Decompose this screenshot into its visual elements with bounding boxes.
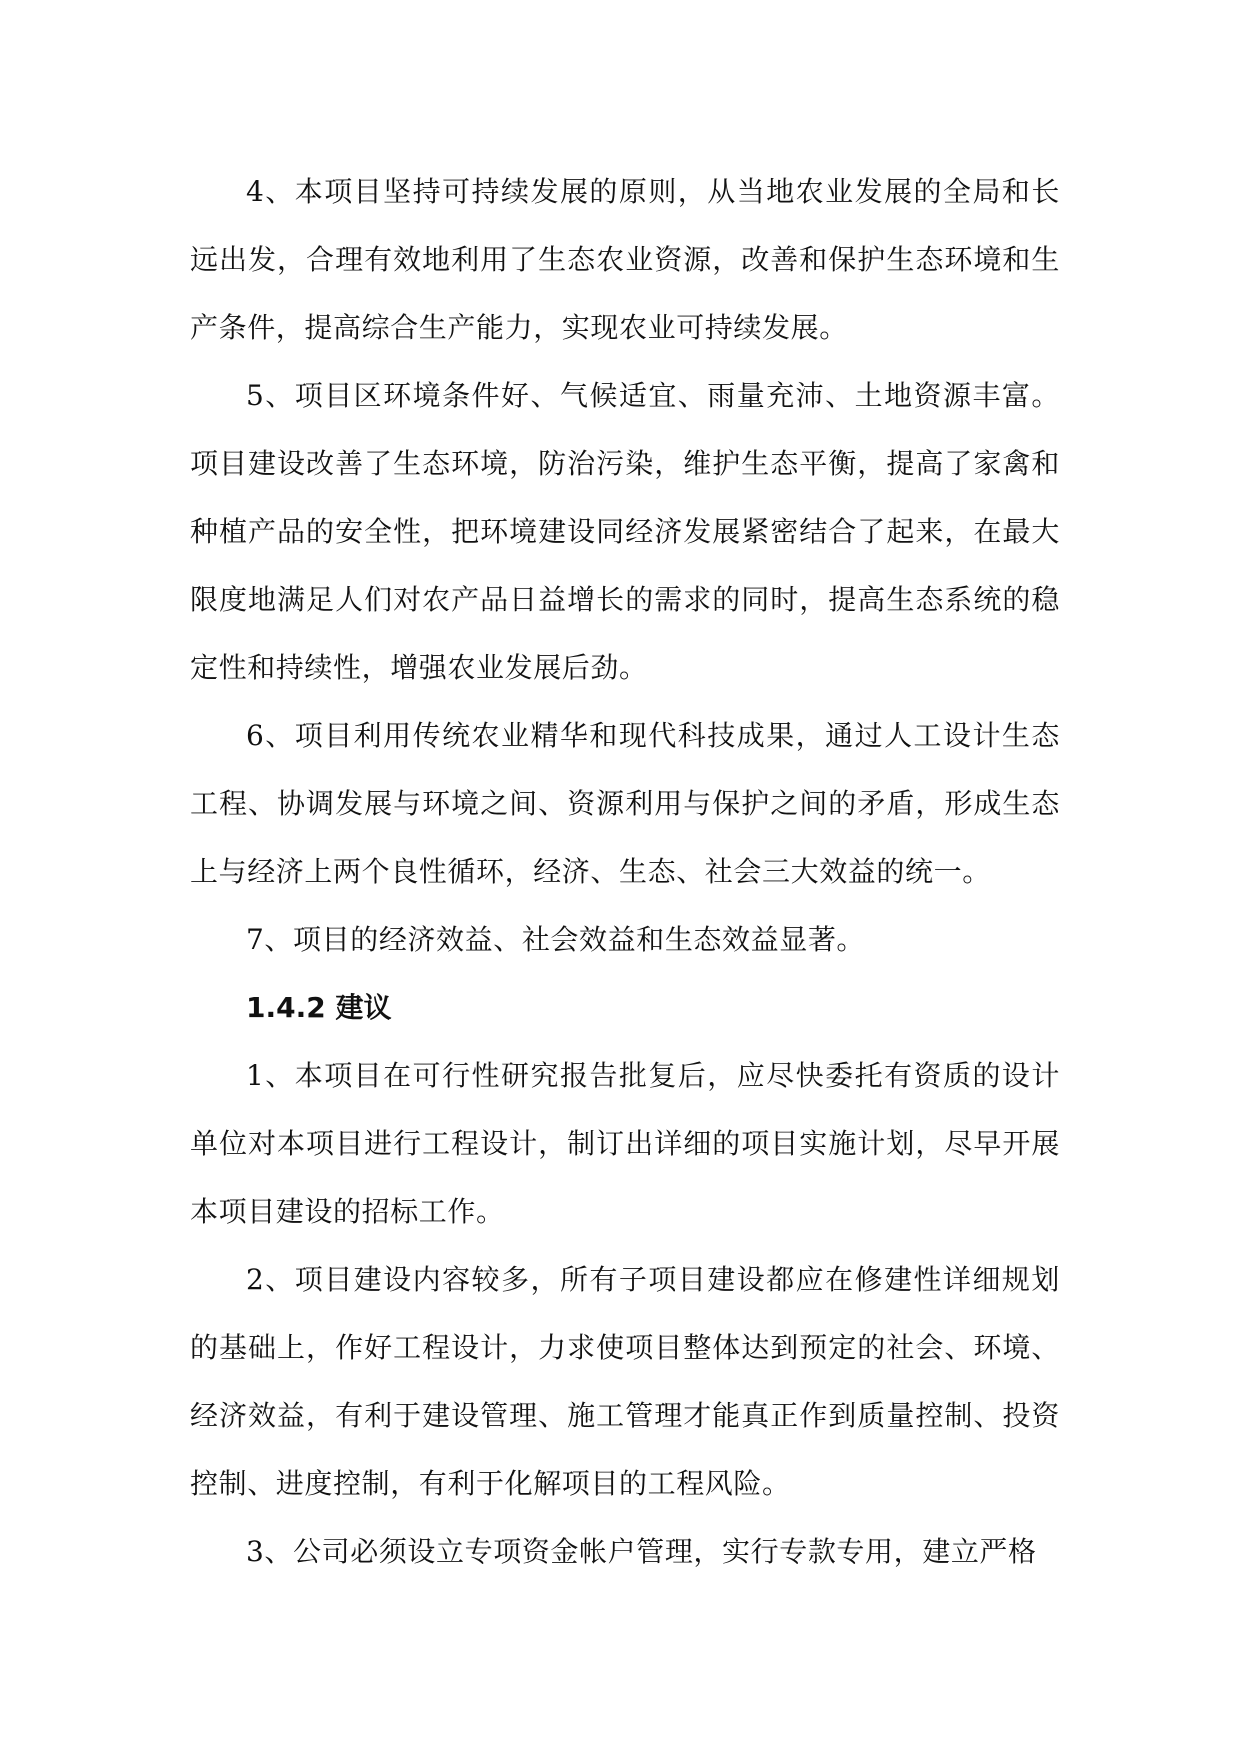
document-page [190,158,1060,1586]
paragraph-suggestion-2: 2、项目建设内容较多，所有子项目建设都应在修建性详细规划的基础上，作好工程设计，力求使项目整体达到预定的社会、环境、经济效益，有利于建设管理、施工管理才能真正作到质量控制、投资控制、进度控制，有利于化解项目的工程风险。 [190,1263,1060,1500]
paragraph-suggestion-3: 3、公司必须设立专项资金帐户管理，实行专款专用，建立严格 [246,1535,1037,1568]
paragraph-conclusion-7: 7、项目的经济效益、社会效益和生态效益显著。 [246,923,866,956]
paragraph-suggestion-1: 1、本项目在可行性研究报告批复后，应尽快委托有资质的设计单位对本项目进行工程设计，制订出详细的项目实施计划，尽早开展本项目建设的招标工作。 [190,1059,1060,1228]
paragraph-conclusion-5: 5、项目区环境条件好、气候适宜、雨量充沛、土地资源丰富。项目建设改善了生态环境，防治污染，维护生态平衡，提高了家禽和种植产品的安全性，把环境建设同经济发展紧密结合了起来，在最大限度地满足人们对农产品日益增长的需求的同时，提高生态系统的稳定性和持续性，增强农业发展后劲。 [190,379,1060,684]
paragraph-conclusion-6: 6、项目利用传统农业精华和现代科技成果，通过人工设计生态工程、协调发展与环境之间、资源利用与保护之间的矛盾，形成生态上与经济上两个良性循环，经济、生态、社会三大效益的统一。 [190,719,1060,888]
section-heading: 1.4.2 建议 [246,991,392,1024]
paragraph-conclusion-4: 4、本项目坚持可持续发展的原则，从当地农业发展的全局和长远出发，合理有效地利用了生态农业资源，改善和保护生态环境和生产条件，提高综合生产能力，实现农业可持续发展。 [190,175,1060,344]
